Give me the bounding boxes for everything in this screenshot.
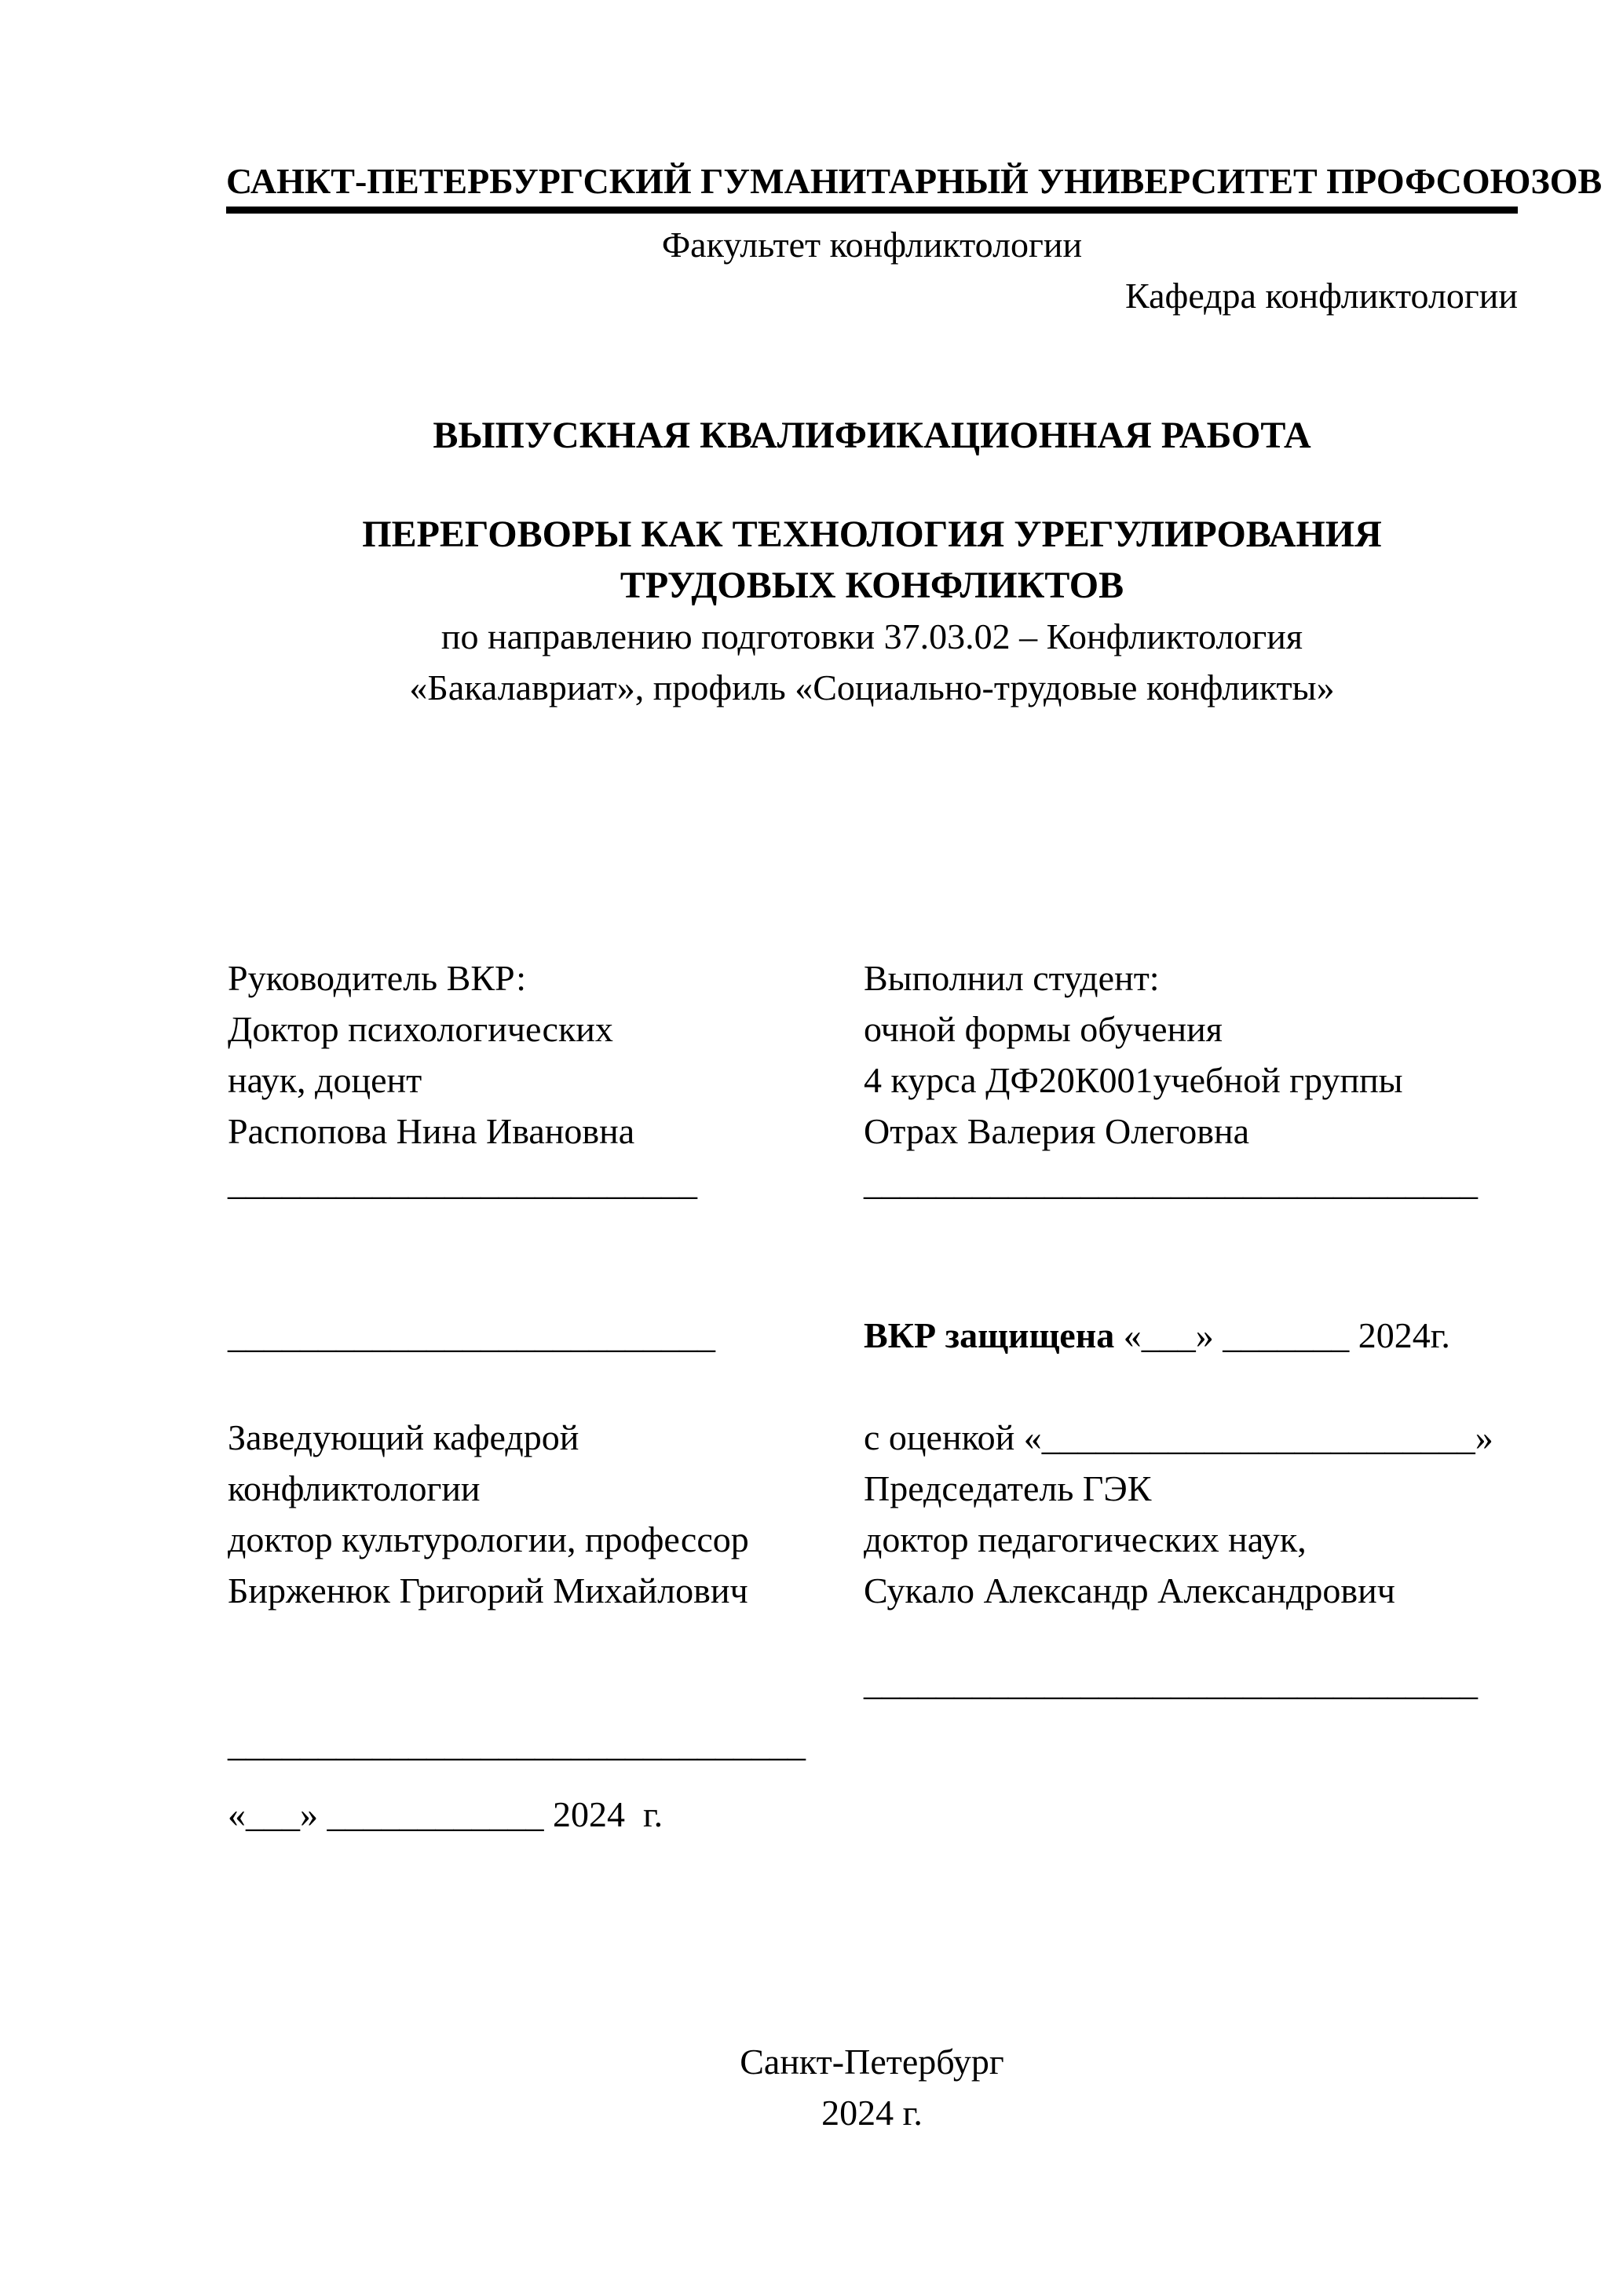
footer-year: 2024 г.: [821, 2093, 923, 2133]
head-label-line2: конфликтологии: [228, 1468, 481, 1508]
university-name: САНКТ-ПЕТЕРБУРГСКИЙ ГУМАНИТАРНЫЙ УНИВЕРСИТЕТ ПРОФСОЮЗОВ: [226, 161, 1603, 201]
head-signature-line: ________________________________: [228, 1724, 806, 1764]
head-name: Бирженюк Григорий Михайлович: [228, 1570, 748, 1610]
chairman-signature-line: __________________________________: [864, 1662, 1478, 1702]
thesis-title-line2: ТРУДОВЫХ КОНФЛИКТОВ: [620, 565, 1124, 606]
department-name: Кафедра конфликтологии: [1125, 276, 1518, 316]
program-line: по направлению подготовки 37.03.02 – Конфликтология: [440, 616, 1303, 656]
profile-line: «Бакалавриат», профиль «Социально-трудовые конфликты»: [409, 667, 1335, 707]
student-form: очной формы обучения: [864, 1009, 1223, 1049]
work-type-heading: ВЫПУСКНАЯ КВАЛИФИКАЦИОННАЯ РАБОТА: [433, 415, 1311, 456]
supervisor-label: Руководитель ВКР:: [228, 958, 527, 998]
faculty-name: Факультет конфликтологии: [661, 225, 1083, 265]
supervisor-signature-line: __________________________: [228, 1162, 697, 1202]
thesis-title-line1: ПЕРЕГОВОРЫ КАК ТЕХНОЛОГИЯ УРЕГУЛИРОВАНИЯ: [362, 514, 1382, 555]
head-degree: доктор культурологии, профессор: [228, 1519, 749, 1559]
student-label: Выполнил студент:: [864, 958, 1160, 998]
head-date-line: «___» ____________ 2024 г.: [228, 1794, 663, 1834]
supervisor-name: Распопова Нина Ивановна: [228, 1111, 635, 1151]
supervisor-degree-line2: наук, доцент: [228, 1060, 422, 1100]
chairman-title: Председатель ГЭК: [864, 1468, 1152, 1508]
student-group: 4 курса ДФ20К001учебной группы: [864, 1060, 1403, 1100]
student-signature-line: __________________________________: [864, 1162, 1478, 1202]
student-block: [864, 952, 1527, 1208]
supervisor-block: [228, 952, 848, 1208]
secondary-signature-line: ___________________________: [228, 1315, 715, 1355]
head-label-line1: Заведующий кафедрой: [228, 1417, 579, 1457]
chairman-name: Сукало Александр Александрович: [864, 1570, 1395, 1610]
header-rule: [226, 207, 1518, 214]
chairman-degree: доктор педагогических наук,: [864, 1519, 1307, 1559]
grade-line: с оценкой «________________________»: [864, 1417, 1493, 1457]
student-name: Отрах Валерия Олеговна: [864, 1111, 1250, 1151]
defense-line: [864, 1310, 1527, 1361]
head-department-block: [228, 1412, 848, 1616]
defense-date-blanks: «___» _______ 2024г.: [1114, 1315, 1450, 1355]
defense-block: [864, 1412, 1527, 1616]
supervisor-degree-line1: Доктор психологических: [228, 1009, 613, 1049]
footer-city: Санкт-Петербург: [740, 2042, 1004, 2082]
defense-label: ВКР защищена: [864, 1315, 1115, 1355]
